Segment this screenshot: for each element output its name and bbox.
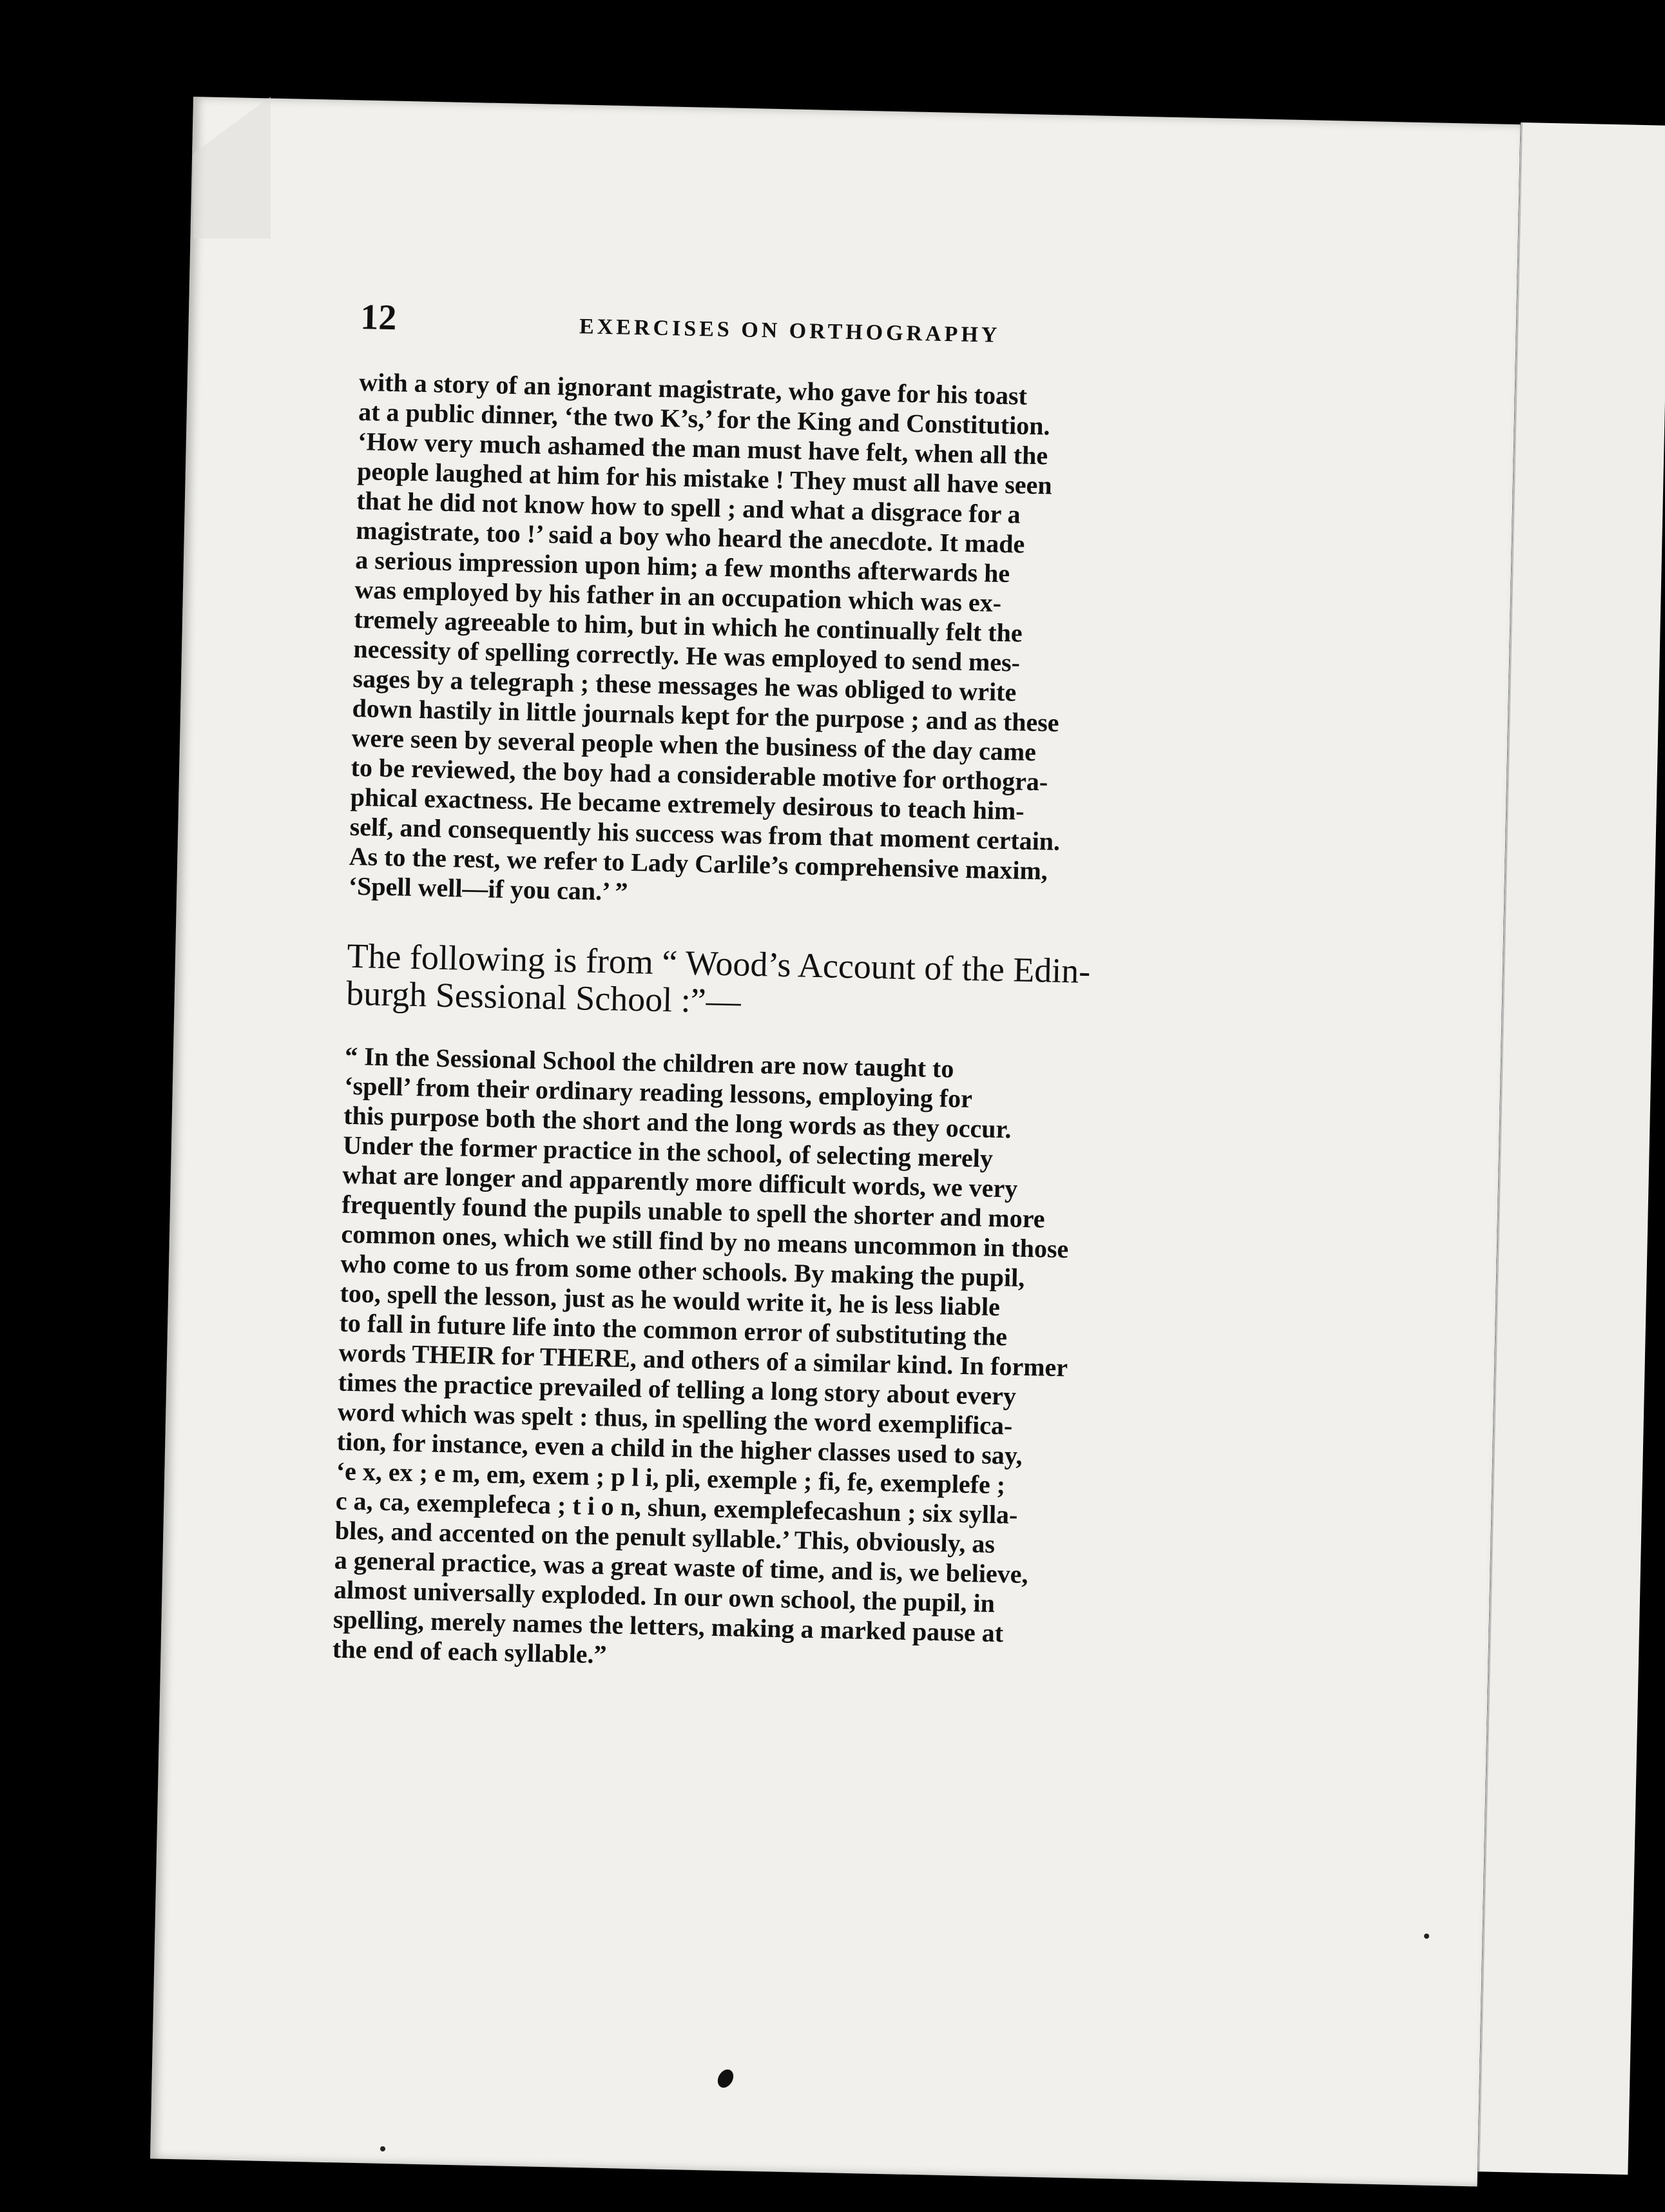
dust-speck [1424, 1934, 1429, 1939]
page-content [332, 296, 1269, 1683]
dust-speck [380, 2146, 385, 2151]
page-number: 12 [360, 296, 397, 338]
paragraph-magistrate-story: with a story of an ignorant magistrate, who gave for his toast at a public dinner, ‘the two K’s,’ for the King and Constitution. ‘How very much ashamed the man must have felt, when all the people laughed at him for his mistake ! They must all have seen that he did not know how to spell ; and what a disgrace for a magistrate, too !’ said a boy who heard the anecdote. It made a serious impression upon him; a few months afterwards he was employed by his father in an occupation which was ex- tremely agreeable to him, but in which he continually felt the necessity of spelling correctly. He was employed to send mes- sages by a telegraph ; these messages he was obliged to write down hastily in little journals kept for the purpose ; and as these were seen by several people when the business of the day came to be reviewed, the boy had a considerable motive for orthogra- phical exactness. He became extremely desirous to teach him- self, and consequently his success was from that moment certain. As to the rest, we refer to Lady Carlile’s comprehensive maxim, ‘Spell well—if you can.’ ” [348, 367, 1061, 906]
paragraph-sessional-school: “ In the Sessional School the children are now taught to ‘spell’ from their ordinary reading lessons, employing for this purpose both the short and the long words as they occur. Under the former practice in the school, of selecting merely what are longer and apparently more difficult words, we very frequently found the pupils unable to spell the shorter and more common ones, which we still find by no means uncommon in those who come to us from some other schools. By making the pupil, too, spell the lesson, just as he would write it, he is less liable to fall in future life into the common error of substituting the words THEIR for THERE, and others of a similar kind. In former times the practice prevailed of telling a long story about every word which was spelt : thus, in spelling the word exemplifica- tion, for instance, even a child in the higher classes used to say, ‘e x, ex ; e m, em, exem ; p l i, pli, exemple ; fi, fe, exemplefe ; c a, ca, exemplefeca ; t i o n, shun, exemplefecashun ; six sylla- bles, and accented on the penult syllable.’ This, obviously, as a general practice, was a great waste of time, and is, we believe, almost universally exploded. In our own school, the pupil, in spelling, merely names the letters, making a marked pause at the end of each syllable.” [332, 1041, 1069, 1669]
running-title: EXERCISES ON ORTHOGRAPHY [579, 315, 1001, 347]
section-subheading: The following is from “ Wood’s Account of the Edin- burgh Sessional School :”— [345, 936, 1091, 1021]
